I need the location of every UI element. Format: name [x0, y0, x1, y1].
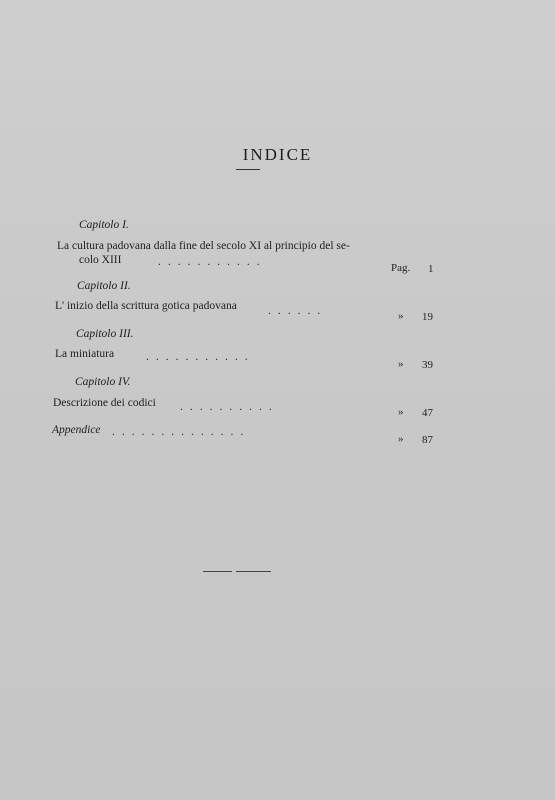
entry-1-page-number: 1: [428, 263, 434, 275]
entry-5-page-number: 87: [422, 434, 433, 446]
entry-5-title: Appendice: [52, 424, 101, 436]
entry-3-page-marker: »: [398, 358, 404, 370]
chapter-heading-3: Capitolo III.: [76, 328, 134, 340]
page-title: INDICE: [242, 145, 313, 164]
chapter-heading-2: Capitolo II.: [77, 280, 131, 292]
entry-1-title-line2: colo XIII: [79, 254, 122, 266]
entry-1-leader-dots: ...........: [158, 256, 267, 268]
entry-5-page-marker: »: [398, 433, 404, 445]
entry-2-page-marker: »: [398, 310, 404, 322]
entry-5-leader-dots: ..............: [112, 426, 251, 438]
chapter-heading-4: Capitolo IV.: [75, 376, 131, 388]
entry-4-page-marker: »: [398, 406, 404, 418]
entry-2-page-number: 19: [422, 311, 433, 323]
entry-4-leader-dots: ..........: [180, 401, 279, 413]
entry-3-title: La miniatura: [55, 348, 115, 360]
chapter-heading-1: Capitolo I.: [79, 219, 129, 231]
footer-divider-right: [236, 571, 271, 572]
entry-3-page-number: 39: [422, 359, 433, 371]
entry-1-page-marker: Pag.: [391, 262, 411, 274]
entry-1-title-line1: La cultura padovana dalla fine del secolo XI al principio del se-: [57, 240, 350, 252]
title-divider: [236, 169, 260, 170]
footer-divider-left: [203, 571, 232, 572]
entry-3-leader-dots: ...........: [146, 351, 255, 363]
entry-2-leader-dots: ......: [268, 305, 328, 317]
entry-4-title: Descrizione dei codici: [53, 397, 156, 409]
entry-2-title: L' inizio della scrittura gotica padovana: [55, 300, 237, 312]
entry-4-page-number: 47: [422, 407, 433, 419]
